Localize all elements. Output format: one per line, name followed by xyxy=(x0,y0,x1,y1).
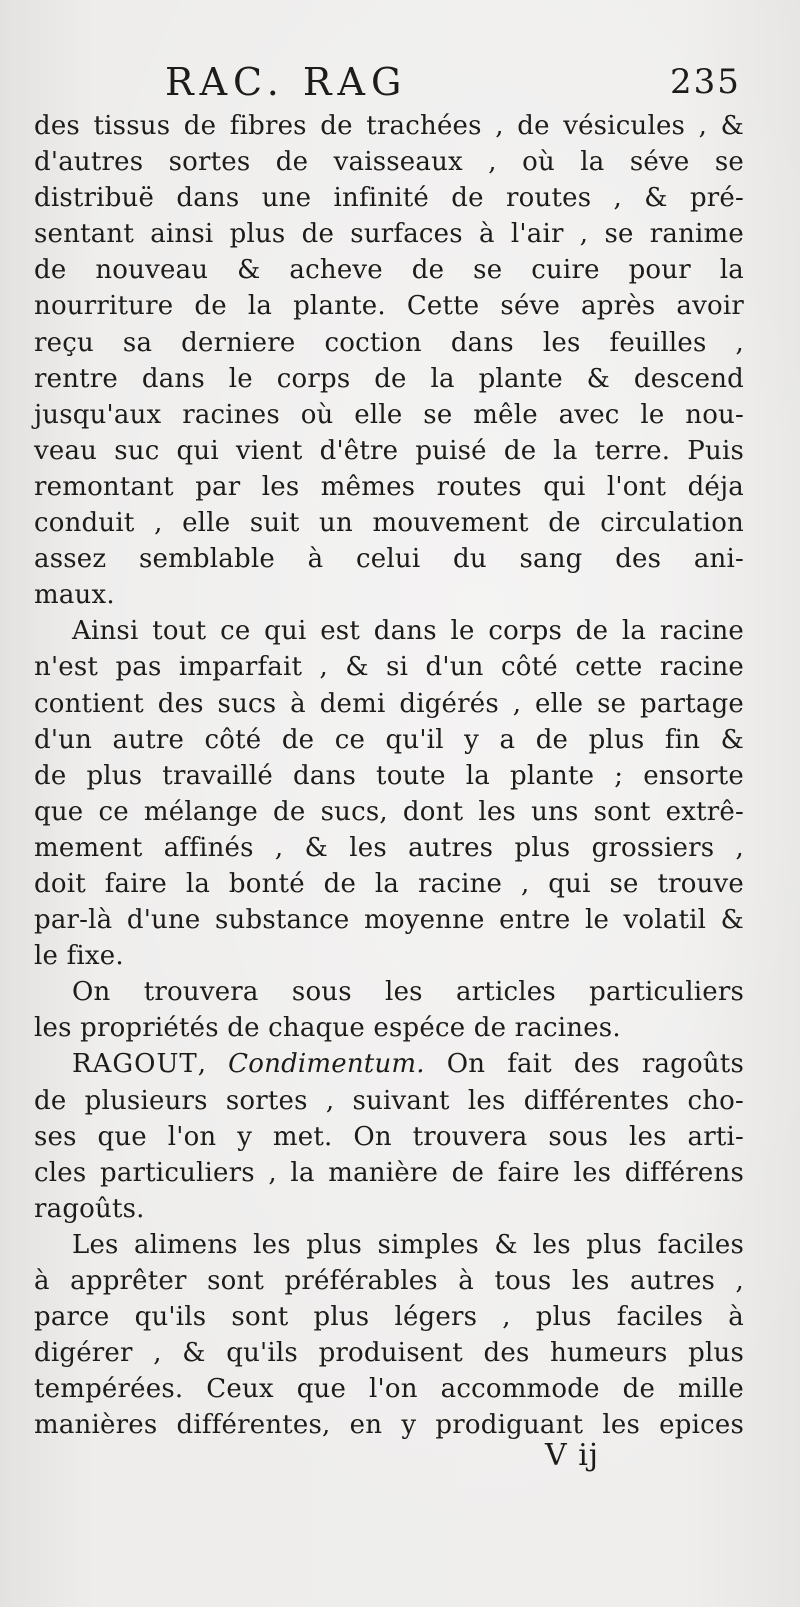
text-line: doit faire la bonté de la racine , qui se trouve xyxy=(34,868,744,899)
text-line: mement affinés , & les autres plus grossiers , xyxy=(34,832,744,863)
text-line: cles particuliers , la manière de faire les différens xyxy=(34,1157,744,1188)
text-line: le fixe. xyxy=(34,941,124,972)
text-line: que ce mélange de sucs, dont les uns sont extrê- xyxy=(34,796,744,827)
text-line: maux. xyxy=(34,580,115,611)
text-line: Les alimens les plus simples & les plus faciles xyxy=(72,1229,744,1260)
text-line: Ainsi tout ce qui est dans le corps de la racine xyxy=(72,616,744,647)
text-line: conduit , elle suit un mouvement de circulation xyxy=(34,508,744,539)
text-line: de plusieurs sortes , suivant les différentes cho- xyxy=(34,1085,744,1116)
text-line: d'autres sortes de vaisseaux , où la séve se xyxy=(34,147,744,178)
entry-first-line: RAGOUT, Condimentum. On fait des ragoûts xyxy=(72,1049,744,1080)
text-line: n'est pas imparfait , & si d'un côté cette racine xyxy=(34,652,744,683)
text-line: de plus travaillé dans toute la plante ; ensorte xyxy=(34,760,744,791)
text-line: par-là d'une substance moyenne entre le volatil & xyxy=(34,905,744,936)
text-line: distribuë dans une infinité de routes , & pré- xyxy=(34,183,744,214)
entry-first-line-text: On fait des ragoûts xyxy=(446,1049,744,1080)
text-line: jusqu'aux racines où elle se mêle avec le nou- xyxy=(34,399,744,430)
text-line: ragoûts. xyxy=(34,1193,145,1224)
text-line: veau suc qui vient d'être puisé de la terre. Puis xyxy=(34,435,744,466)
text-line: ses que l'on y met. On trouvera sous les arti- xyxy=(34,1121,744,1152)
text-line: à apprêter sont préférables à tous les autres , xyxy=(34,1266,744,1296)
text-line: contient des sucs à demi digérés , elle se partage xyxy=(34,688,744,719)
text-line: digérer , & qu'ils produisent des humeurs plus xyxy=(34,1338,744,1369)
text-line: de nouveau & acheve de se cuire pour la xyxy=(34,255,744,286)
text-line: parce qu'ils sont plus légers , plus faciles à xyxy=(34,1302,744,1333)
text-line: On trouvera sous les articles particuliers xyxy=(72,977,744,1008)
page-header xyxy=(0,56,800,108)
text-line: tempérées. Ceux que l'on accommode de mille xyxy=(34,1374,744,1405)
page-number: 235 xyxy=(670,62,741,102)
body-text xyxy=(34,108,744,1443)
entry-headword: RAGOUT xyxy=(72,1049,198,1080)
text-line: des tissus de fibres de trachées , de vésicules , & xyxy=(34,111,744,141)
text-line: remontant par les mêmes routes qui l'ont déja xyxy=(34,471,744,502)
text-line: nourriture de la plante. Cette séve après avoir xyxy=(34,291,744,322)
text-line: les propriétés de chaque espéce de racines. xyxy=(34,1013,621,1044)
running-head: RAC. RAG xyxy=(165,60,408,104)
text-line: assez semblable à celui du sang des ani- xyxy=(34,544,744,575)
entry-latin-term: Condimentum. xyxy=(228,1049,425,1080)
text-line: rentre dans le corps de la plante & descend xyxy=(34,363,744,394)
signature-mark: V ij xyxy=(545,1438,600,1473)
text-line: manières différentes, en y prodiguant les epices xyxy=(34,1410,744,1441)
text-line: sentant ainsi plus de surfaces à l'air , se ranime xyxy=(34,219,744,250)
text-line: reçu sa derniere coction dans les feuilles , xyxy=(34,327,744,358)
text-line: d'un autre côté de ce qu'il y a de plus fin & xyxy=(34,724,744,755)
